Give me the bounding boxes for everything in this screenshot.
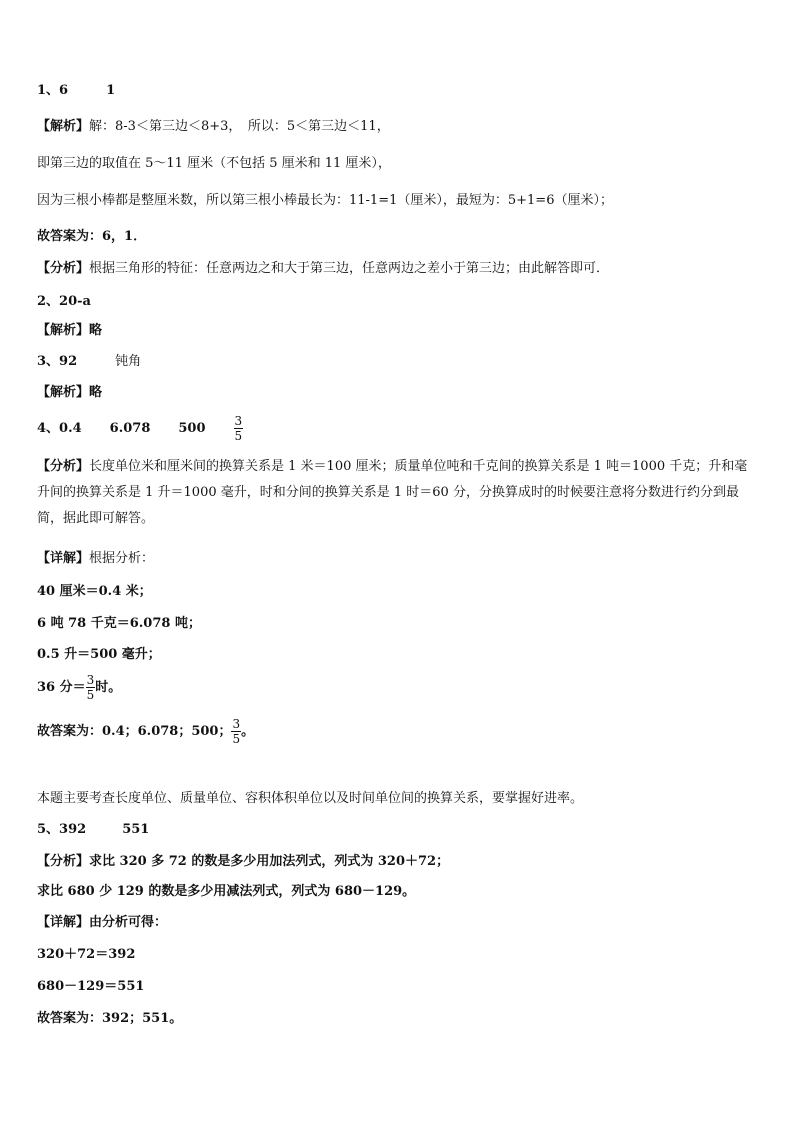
fenxi-tag: 【分析】 <box>37 261 90 276</box>
fraction-three-fifths: $\frac{3}{5}$ <box>234 414 243 443</box>
q1-line2: 即第三边的取值在 5～11 厘米（不包括 5 厘米和 11 厘米）， <box>37 156 391 171</box>
q1-line3: 因为三根小棒都是整厘米数，所以第三根小棒最长为：11-1=1（厘米），最短为：5+1=6（厘米）； <box>37 193 613 208</box>
q3-jiexi-text: 略 <box>89 385 103 400</box>
q5-calc1: 320＋72＝392 <box>37 947 136 962</box>
q2-jiexi-text: 略 <box>89 323 103 338</box>
xiangjie-tag: 【详解】 <box>37 915 90 930</box>
q5-line2: 求比 680 少 129 的数是多少用减法列式，列式为 680－129。 <box>37 884 416 899</box>
fraction-three-fifths: $\frac{3}{5}$ <box>86 673 95 702</box>
q4-answer: 4、0.4 6.078 500 $\frac{3}{5}$ <box>37 414 243 443</box>
q4-fenxi <box>37 454 759 532</box>
q5-answer: 5、392 551 <box>37 822 150 837</box>
xiangjie-tag: 【详解】 <box>37 551 90 566</box>
jiexi-tag: 【解析】 <box>37 119 90 134</box>
q1-jiexi <box>37 118 390 136</box>
q2-jiexi <box>37 322 102 340</box>
q1-fenxi <box>37 260 609 278</box>
q5-xiangjie-text: 由分析可得： <box>89 915 168 930</box>
fraction-three-fifths: $\frac{3}{5}$ <box>232 717 241 746</box>
q4-step3: 0.5 升＝500 毫升； <box>37 647 161 662</box>
fenxi-tag: 【分析】 <box>37 854 90 869</box>
jiexi-tag: 【解析】 <box>37 323 90 338</box>
q2-answer: 2、20-a <box>37 294 91 309</box>
q5-fenxi <box>37 853 449 871</box>
q4-summary: 本题主要考查长度单位、质量单位、容积体积单位以及时间单位间的换算关系，要掌握好进率。 <box>37 791 584 806</box>
q1-jiexi-text: 解：8-3＜第三边＜8+3， 所以：5＜第三边＜11， <box>89 119 390 134</box>
q4-xiangjie <box>37 550 154 568</box>
q3-answer: 3、92 钝角 <box>37 354 142 369</box>
q1-answer: 1、6 1 <box>37 83 116 98</box>
q1-line4: 故答案为：6，1． <box>37 229 147 244</box>
q4-xiangjie-text: 根据分析： <box>89 551 155 566</box>
q4-step2: 6 吨 78 千克＝6.078 吨； <box>37 616 201 631</box>
q3-jiexi <box>37 384 102 402</box>
q5-fenxi-text: 求比 320 多 72 的数是多少用加法列式，列式为 320＋72； <box>89 854 450 869</box>
fenxi-tag: 【分析】 <box>37 459 90 474</box>
q1-fenxi-text: 根据三角形的特征：任意两边之和大于第三边，任意两边之差小于第三边；由此解答即可． <box>89 261 610 276</box>
q5-calc2: 680－129＝551 <box>37 979 145 994</box>
q5-final: 故答案为：392；551。 <box>37 1011 183 1026</box>
q4-step1: 40 厘米＝0.4 米； <box>37 584 152 599</box>
q5-xiangjie <box>37 914 167 932</box>
q4-step4: 36 分＝ $\frac{3}{5}$ 时。 <box>37 673 122 702</box>
q4-final: 故答案为：0.4；6.078；500； $\frac{3}{5}$ 。 <box>37 717 255 746</box>
q4-fenxi-text: 长度单位米和厘米间的换算关系是 1 米＝100 厘米；质量单位吨和千克间的换算关系是 1 吨＝1000 千克；升和毫升间的换算关系是 1 升＝1000 毫升，时和分间的换算关系是 1 时＝60 分，分换算成时的时候要注意将分数进行约分到最简，据此即可解答。 <box>37 459 748 526</box>
jiexi-tag: 【解析】 <box>37 385 90 400</box>
